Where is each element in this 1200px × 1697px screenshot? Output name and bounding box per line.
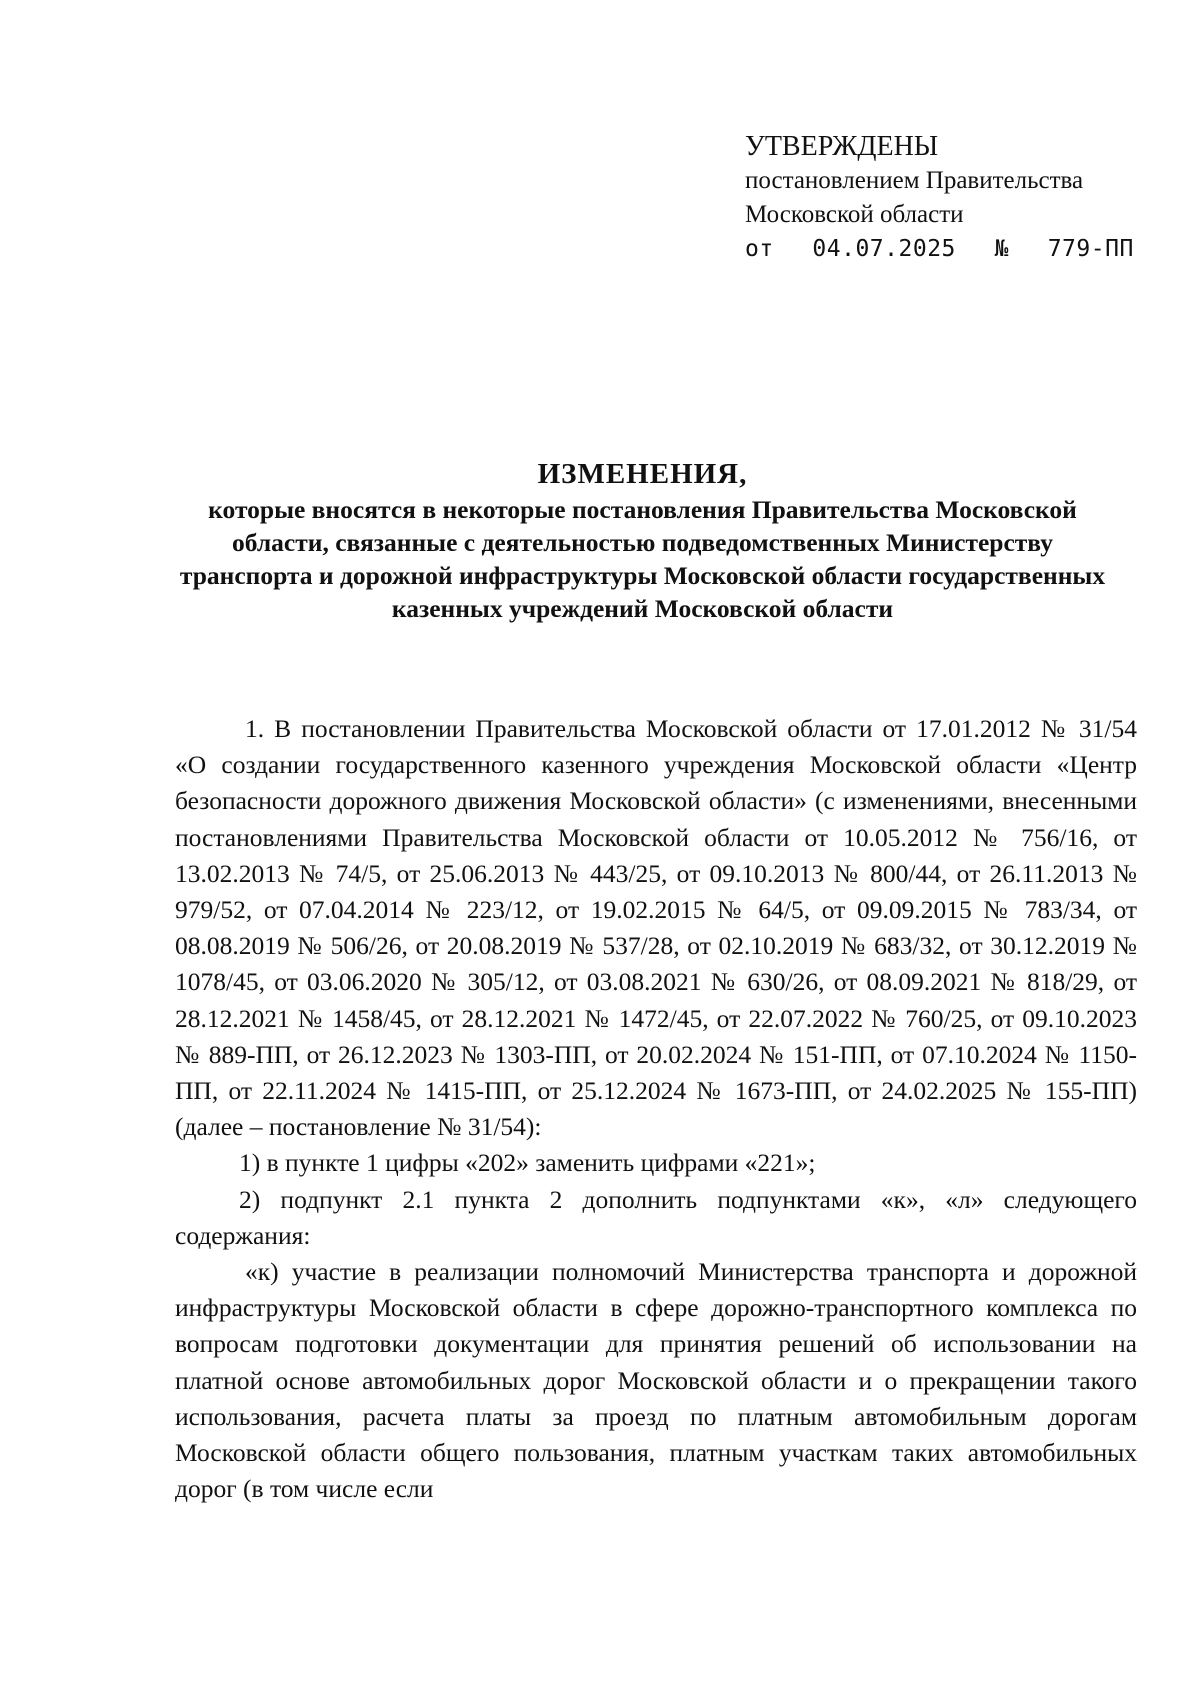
approval-line-1: постановлением Правительства	[745, 167, 1084, 194]
document-heading	[175, 455, 1110, 625]
document-title: ИЗМЕНЕНИЯ,	[537, 458, 748, 490]
approval-stamp	[745, 130, 1134, 266]
number-prefix: №	[994, 236, 1009, 262]
subitem-k: «к) участие в реализации полномочий Министерства транспорта и дорожной инфраструктуры Московской области в сфере дорожно-транспортного комплекса по вопросам подготовки документации для принятия решений об использовании на платной основе автомобильных дорог Московской области и о прекращении такого использования, расчета платы за проезд по платным автомобильным дорогам Московской области общего пользования, платным участкам таких автомобильных дорог (в том числе если	[175, 1257, 1137, 1504]
document-body	[175, 711, 1137, 1507]
approval-date-line	[745, 232, 1134, 266]
document-subtitle: которые вносятся в некоторые постановления Правительства Московской области, связанные с деятельностью подведомственных Министерству транспорта и дорожной инфраструктуры Московской области государственных казенных учреждений Московской области	[179, 495, 1106, 623]
approval-title: УТВЕРЖДЕНЫ	[745, 131, 939, 162]
item-2: 2) подпункт 2.1 пункта 2 дополнить подпунктами «к», «л» следующего содержания:	[175, 1184, 1137, 1250]
date-prefix: от	[745, 236, 774, 262]
approval-number: 779-ПП	[1047, 236, 1134, 262]
approval-line-2: Московской области	[745, 201, 964, 228]
item-1: 1) в пункте 1 цифры «202» заменить цифрами «221»;	[239, 1148, 816, 1178]
approval-date: 04.07.2025	[812, 236, 956, 262]
paragraph-1: 1. В постановлении Правительства Московской области от 17.01.2012 № 31/54 «О создании государственного казенного учреждения Московской области «Центр безопасности дорожного движения Московской области» (с изменениями, внесенными постановлениями Правительства Московской области от 10.05.2012 № 756/16, от 13.02.2013 № 74/5, от 25.06.2013 № 443/25, от 09.10.2013 № 800/44, от 26.11.2013 № 979/52, от 07.04.2014 № 223/12, от 19.02.2015 № 64/5, от 09.09.2015 № 783/34, от 08.08.2019 № 506/26, от 20.08.2019 № 537/28, от 02.10.2019 № 683/32, от 30.12.2019 № 1078/45, от 03.06.2020 № 305/12, от 03.08.2021 № 630/26, от 08.09.2021 № 818/29, от 28.12.2021 № 1458/45, от 28.12.2021 № 1472/45, от 22.07.2022 № 760/25, от 09.10.2023 № 889-ПП, от 26.12.2023 № 1303-ПП, от 20.02.2024 № 151-ПП, от 07.10.2024 № 1150-ПП, от 22.11.2024 № 1415-ПП, от 25.12.2024 № 1673-ПП, от 24.02.2025 № 155-ПП) (далее – постановление № 31/54):	[175, 714, 1137, 1142]
